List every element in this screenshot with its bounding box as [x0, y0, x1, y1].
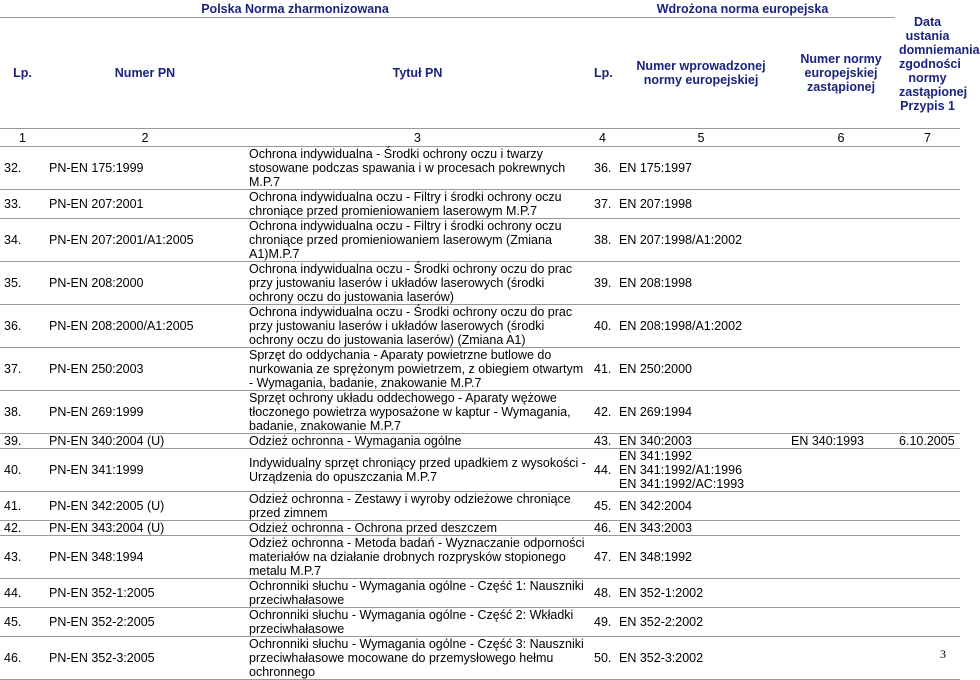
row-lp2-cell: 40. [590, 305, 615, 348]
col-tytul-pn-header: Tytuł PN [245, 18, 590, 129]
col-number: 5 [615, 129, 787, 147]
row-numer-en-cell: EN 208:1998/A1:2002 [615, 305, 787, 348]
row-replaced-cell [787, 305, 895, 348]
page-number: 3 [940, 647, 946, 661]
row-date-cell [895, 449, 960, 492]
row-date-cell [895, 219, 960, 262]
group-pn-header: Polska Norma zharmonizowana [0, 0, 590, 18]
col-lp1-header: Lp. [0, 18, 45, 129]
row-title-cell: Ochrona indywidualna oczu - Filtry i środki ochrony oczu chroniące przed promieniowaniem laserowym M.P.7 [245, 190, 590, 219]
row-date-cell [895, 190, 960, 219]
table-row [0, 579, 960, 608]
row-numer-pn-cell: PN-EN 341:1999 [45, 449, 245, 492]
row-lp2-cell: 46. [590, 521, 615, 536]
col-number: 3 [245, 129, 590, 147]
row-date-cell [895, 348, 960, 391]
row-lp-cell: 34. [0, 219, 45, 262]
table-body [0, 147, 960, 680]
row-numer-pn-cell: PN-EN 208:2000/A1:2005 [45, 305, 245, 348]
row-lp2-cell: 49. [590, 608, 615, 637]
row-numer-en-cell: EN 207:1998/A1:2002 [615, 219, 787, 262]
table-row [0, 305, 960, 348]
row-numer-en-cell: EN 208:1998 [615, 262, 787, 305]
row-lp-cell: 44. [0, 579, 45, 608]
row-replaced-cell [787, 492, 895, 521]
row-lp2-cell: 37. [590, 190, 615, 219]
row-lp2-cell: 50. [590, 637, 615, 680]
row-numer-en-cell: EN 175:1997 [615, 147, 787, 190]
row-numer-en-cell: EN 352-3:2002 [615, 637, 787, 680]
table-row [0, 348, 960, 391]
table-row [0, 536, 960, 579]
row-lp2-cell: 47. [590, 536, 615, 579]
row-title-cell: Ochronniki słuchu - Wymagania ogólne - Część 3: Nauszniki przeciwhałasowe mocowane do przemysłowego hełmu ochronnego [245, 637, 590, 680]
row-lp-cell: 43. [0, 536, 45, 579]
row-lp-cell: 45. [0, 608, 45, 637]
table-row [0, 434, 960, 449]
row-numer-pn-cell: PN-EN 352-3:2005 [45, 637, 245, 680]
row-title-cell: Odzież ochronna - Zestawy i wyroby odzieżowe chroniące przed zimnem [245, 492, 590, 521]
row-lp2-cell: 38. [590, 219, 615, 262]
col-number: 1 [0, 129, 45, 147]
col-lp2-header: Lp. [590, 18, 615, 129]
row-date-cell [895, 262, 960, 305]
row-date-cell [895, 521, 960, 536]
row-replaced-cell [787, 608, 895, 637]
row-numer-en-cell: EN 250:2000 [615, 348, 787, 391]
row-title-cell: Ochronniki słuchu - Wymagania ogólne - Część 2: Wkładki przeciwhałasowe [245, 608, 590, 637]
row-numer-pn-cell: PN-EN 348:1994 [45, 536, 245, 579]
row-lp2-cell: 45. [590, 492, 615, 521]
row-replaced-cell [787, 579, 895, 608]
row-lp-cell: 36. [0, 305, 45, 348]
col-number: 2 [45, 129, 245, 147]
row-numer-en-cell: EN 341:1992 EN 341:1992/A1:1996 EN 341:1992/AC:1993 [615, 449, 787, 492]
table-row [0, 449, 960, 492]
row-replaced-cell [787, 348, 895, 391]
row-lp2-cell: 42. [590, 391, 615, 434]
row-numer-pn-cell: PN-EN 269:1999 [45, 391, 245, 434]
col-number: 4 [590, 129, 615, 147]
row-replaced-cell [787, 190, 895, 219]
col-data-header: Data ustania domniemania zgodności normy zastąpionej Przypis 1 [895, 0, 960, 129]
row-lp2-cell: 48. [590, 579, 615, 608]
col-numer-zast-header: Numer normy europejskiej zastąpionej [787, 18, 895, 129]
row-date-cell [895, 536, 960, 579]
row-lp-cell: 33. [0, 190, 45, 219]
group-en-header: Wdrożona norma europejska [590, 0, 895, 18]
row-numer-pn-cell: PN-EN 207:2001/A1:2005 [45, 219, 245, 262]
row-lp-cell: 46. [0, 637, 45, 680]
row-replaced-cell: EN 340:1993 [787, 434, 895, 449]
row-date-cell [895, 391, 960, 434]
row-title-cell: Ochrona indywidualna - Środki ochrony oczu i twarzy stosowane podczas spawania i w procesach pokrewnych M.P.7 [245, 147, 590, 190]
row-title-cell: Odzież ochronna - Metoda badań - Wyznaczanie odporności materiałów na działanie drobnych rozprysków stopionego metalu M.P.7 [245, 536, 590, 579]
row-date-cell [895, 637, 960, 680]
row-title-cell: Indywidualny sprzęt chroniący przed upadkiem z wysokości - Urządzenia do opuszczania M.P.7 [245, 449, 590, 492]
row-title-cell: Sprzęt ochrony układu oddechowego - Aparaty wężowe tłoczonego powietrza wyposażone w kaptur - Wymagania, badanie, znakowanie M.P.7 [245, 391, 590, 434]
row-lp2-cell: 41. [590, 348, 615, 391]
table-row [0, 219, 960, 262]
row-title-cell: Ochrona indywidualna oczu - Środki ochrony oczu do prac przy justowaniu laserów i układów laserowych (środki ochrony oczu do justowania laserów) [245, 262, 590, 305]
row-numer-pn-cell: PN-EN 342:2005 (U) [45, 492, 245, 521]
row-numer-en-cell: EN 348:1992 [615, 536, 787, 579]
table-row [0, 608, 960, 637]
row-title-cell: Ochrona indywidualna oczu - Filtry i środki ochrony oczu chroniące przed promieniowaniem laserowym (Zmiana A1)M.P.7 [245, 219, 590, 262]
row-lp2-cell: 44. [590, 449, 615, 492]
row-lp-cell: 37. [0, 348, 45, 391]
column-header-row [0, 18, 960, 129]
table-row [0, 492, 960, 521]
table-row [0, 190, 960, 219]
row-date-cell [895, 492, 960, 521]
row-lp-cell: 40. [0, 449, 45, 492]
row-lp-cell: 39. [0, 434, 45, 449]
table-row [0, 391, 960, 434]
group-header-row [0, 0, 960, 18]
row-numer-en-cell: EN 340:2003 [615, 434, 787, 449]
row-lp-cell: 41. [0, 492, 45, 521]
column-number-row [0, 129, 960, 147]
row-date-cell [895, 608, 960, 637]
row-title-cell: Ochronniki słuchu - Wymagania ogólne - Część 1: Nauszniki przeciwhałasowe [245, 579, 590, 608]
row-replaced-cell [787, 262, 895, 305]
row-numer-pn-cell: PN-EN 208:2000 [45, 262, 245, 305]
row-numer-pn-cell: PN-EN 340:2004 (U) [45, 434, 245, 449]
table-row [0, 637, 960, 680]
row-date-cell [895, 305, 960, 348]
row-lp2-cell: 39. [590, 262, 615, 305]
row-replaced-cell [787, 219, 895, 262]
row-lp-cell: 42. [0, 521, 45, 536]
row-numer-en-cell: EN 343:2003 [615, 521, 787, 536]
col-number: 7 [895, 129, 960, 147]
row-date-cell [895, 579, 960, 608]
table-row [0, 262, 960, 305]
row-numer-en-cell: EN 352-1:2002 [615, 579, 787, 608]
row-replaced-cell [787, 536, 895, 579]
col-number: 6 [787, 129, 895, 147]
row-title-cell: Odzież ochronna - Ochrona przed deszczem [245, 521, 590, 536]
row-numer-en-cell: EN 269:1994 [615, 391, 787, 434]
row-numer-pn-cell: PN-EN 352-1:2005 [45, 579, 245, 608]
row-numer-pn-cell: PN-EN 207:2001 [45, 190, 245, 219]
row-replaced-cell [787, 147, 895, 190]
row-lp2-cell: 43. [590, 434, 615, 449]
row-title-cell: Sprzęt do oddychania - Aparaty powietrzne butlowe do nurkowania ze sprężonym powietrzem, z obiegiem otwartym - Wymagania, badanie, znakowanie M.P.7 [245, 348, 590, 391]
row-date-cell: 6.10.2005 [895, 434, 960, 449]
row-numer-pn-cell: PN-EN 343:2004 (U) [45, 521, 245, 536]
row-replaced-cell [787, 521, 895, 536]
row-date-cell [895, 147, 960, 190]
row-numer-en-cell: EN 207:1998 [615, 190, 787, 219]
row-title-cell: Odzież ochronna - Wymagania ogólne [245, 434, 590, 449]
table-row [0, 147, 960, 190]
row-replaced-cell [787, 391, 895, 434]
row-lp-cell: 32. [0, 147, 45, 190]
row-lp-cell: 38. [0, 391, 45, 434]
row-replaced-cell [787, 449, 895, 492]
row-numer-pn-cell: PN-EN 250:2003 [45, 348, 245, 391]
row-numer-pn-cell: PN-EN 175:1999 [45, 147, 245, 190]
row-lp-cell: 35. [0, 262, 45, 305]
col-numer-en-header: Numer wprowadzonej normy europejskiej [615, 18, 787, 129]
row-numer-en-cell: EN 342:2004 [615, 492, 787, 521]
row-numer-en-cell: EN 352-2:2002 [615, 608, 787, 637]
row-lp2-cell: 36. [590, 147, 615, 190]
table-row [0, 521, 960, 536]
row-title-cell: Ochrona indywidualna oczu - Środki ochrony oczu do prac przy justowaniu laserów i układów laserowych (środki ochrony oczu do justowania laserów) (Zmiana A1) [245, 305, 590, 348]
col-numer-pn-header: Numer PN [45, 18, 245, 129]
row-numer-pn-cell: PN-EN 352-2:2005 [45, 608, 245, 637]
row-replaced-cell [787, 637, 895, 680]
